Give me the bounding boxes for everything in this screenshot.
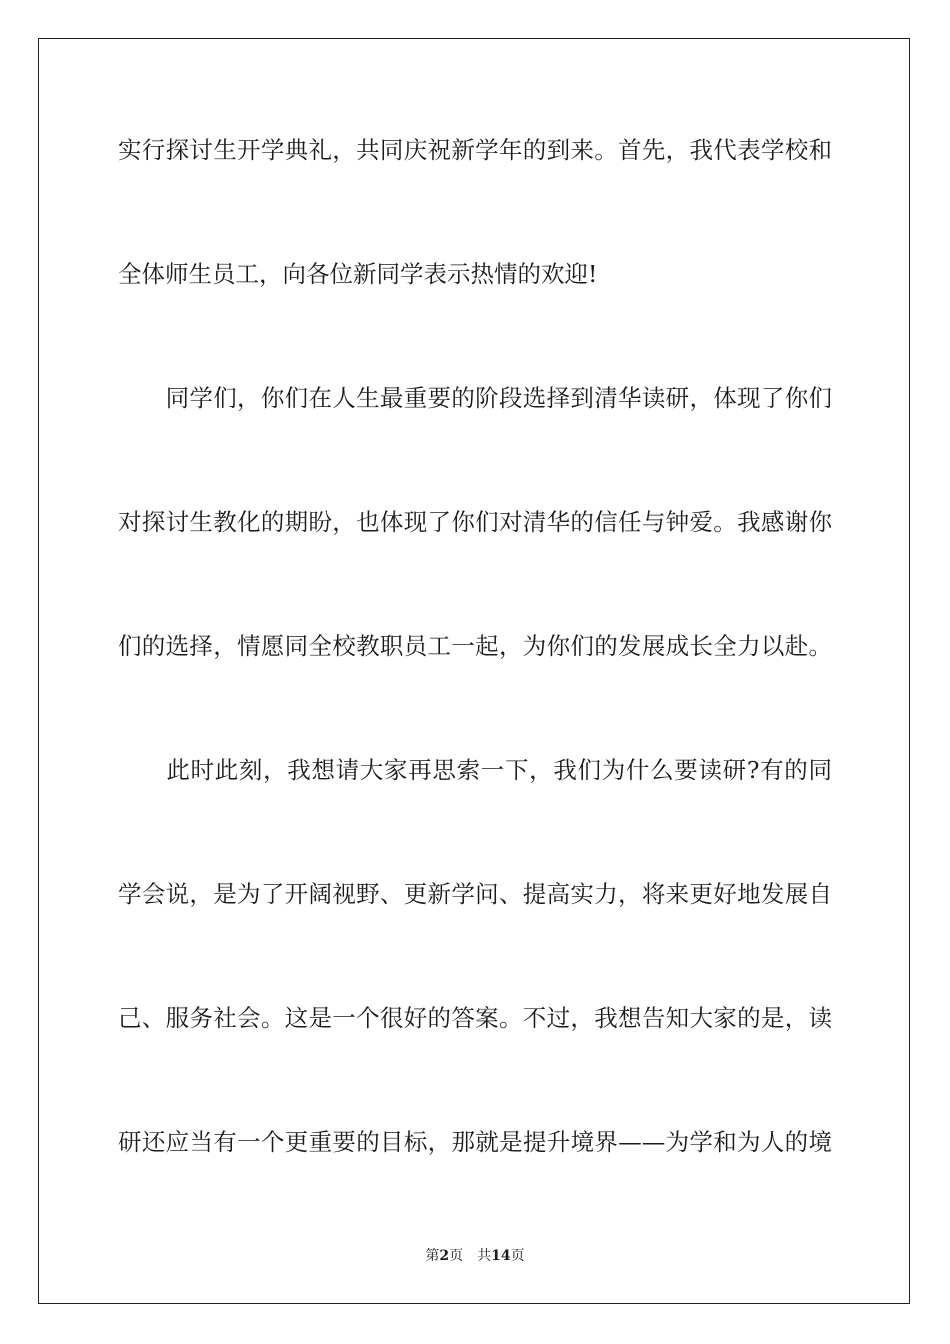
body-text-line-8: 己、服务社会。这是一个很好的答案。不过，我想告知大家的是，读	[118, 1004, 832, 1032]
body-text-line-2: 全体师生员工，向各位新同学表示热情的欢迎!	[118, 260, 598, 288]
body-text-line-6: 此时此刻，我想请大家再思索一下，我们为什么要读研?有的同	[118, 756, 832, 784]
body-text-line-9: 研还应当有一个更重要的目标，那就是提升境界——为学和为人的境	[118, 1128, 832, 1156]
body-text-line-1: 实行探讨生开学典礼，共同庆祝新学年的到来。首先，我代表学校和	[118, 136, 832, 164]
body-text-line-5: 们的选择，情愿同全校教职员工一起，为你们的发展成长全力以赴。	[118, 632, 832, 660]
total-pages: 共14页	[477, 1248, 525, 1264]
page-number: 第2页	[425, 1248, 464, 1264]
page-footer	[0, 1246, 950, 1266]
page-border	[38, 38, 910, 1304]
body-text-line-4: 对探讨生教化的期盼，也体现了你们对清华的信任与钟爱。我感谢你	[118, 508, 832, 536]
body-text-line-3: 同学们，你们在人生最重要的阶段选择到清华读研，体现了你们	[118, 384, 832, 412]
body-text-line-7: 学会说，是为了开阔视野、更新学问、提高实力，将来更好地发展自	[118, 880, 832, 908]
